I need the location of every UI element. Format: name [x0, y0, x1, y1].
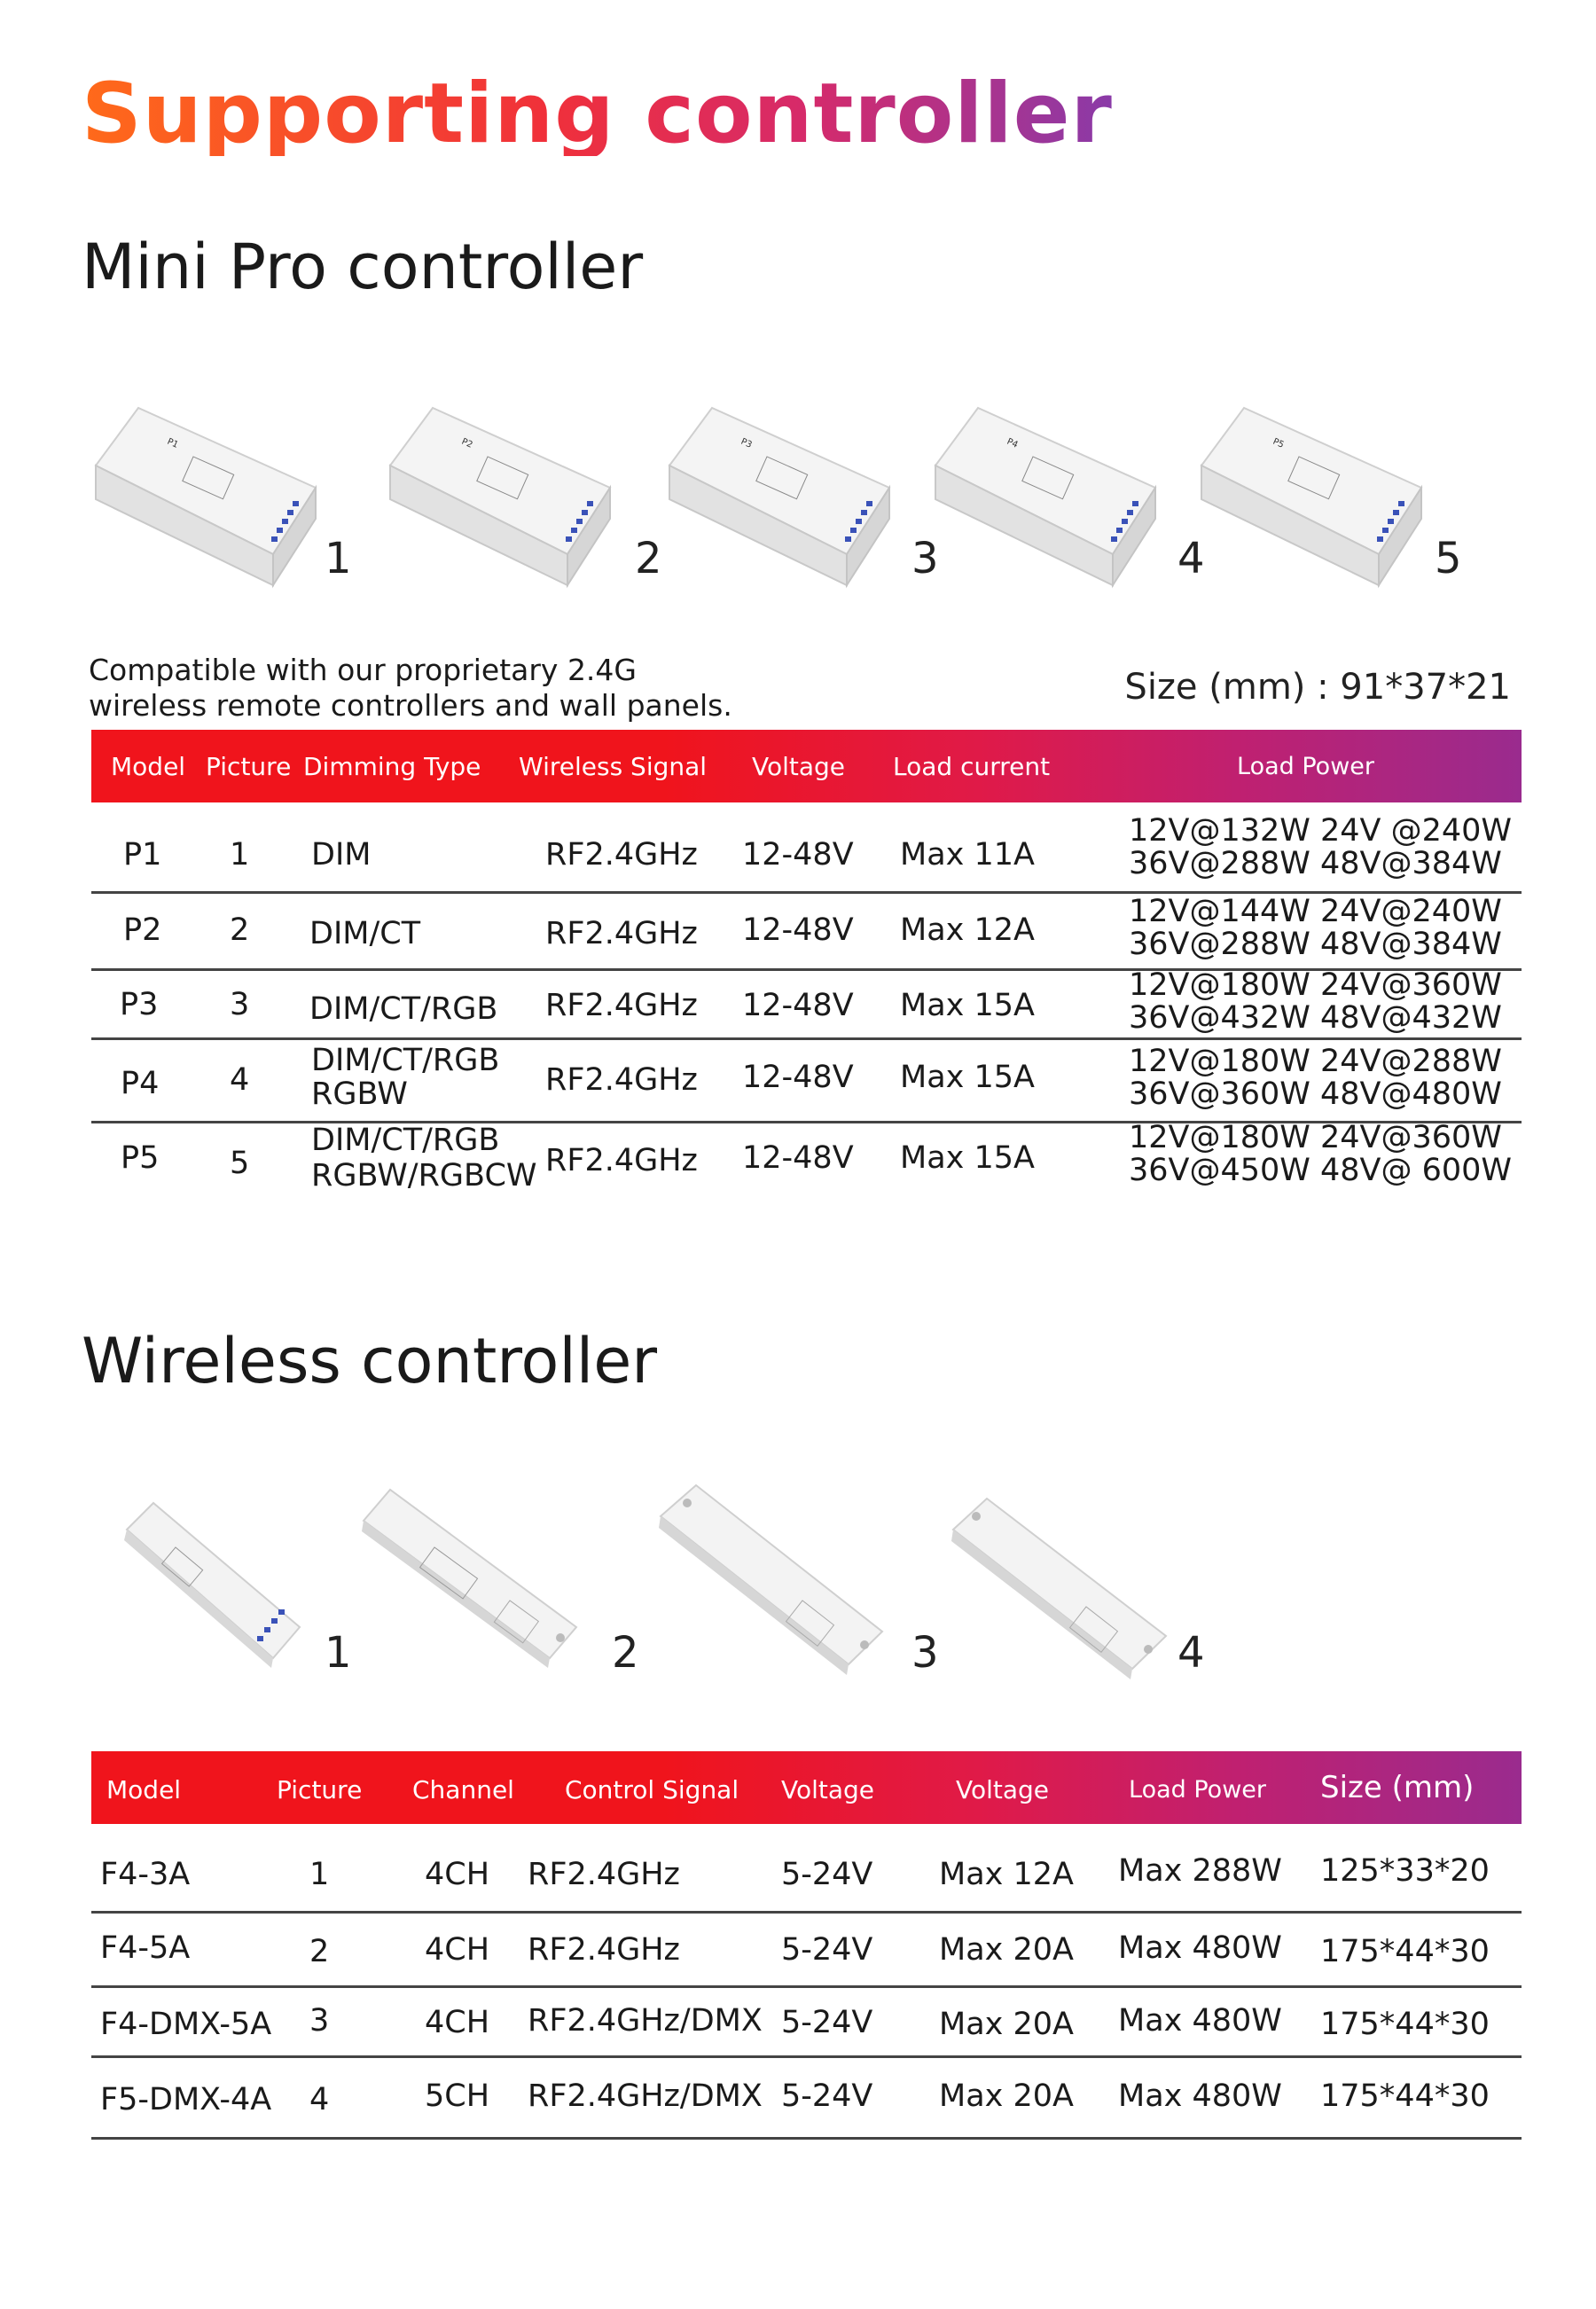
- wireless-controller-image-4: [944, 1490, 1175, 1685]
- device-label: P1: [165, 436, 180, 450]
- cell-picture: 5: [230, 1146, 250, 1181]
- cell-power-line2: 36V@450W 48V@ 600W: [1129, 1153, 1513, 1188]
- cell-power-line1: 12V@180W 24V@360W: [1129, 967, 1502, 1003]
- device-label: P5: [1271, 436, 1286, 450]
- cell-dimming: DIM/CT/RGB: [309, 991, 498, 1027]
- cell-current: Max 20A: [939, 1932, 1074, 1968]
- picture-number: 4: [1177, 1628, 1205, 1678]
- compatibility-note: [89, 653, 732, 724]
- picture-number: 2: [612, 1628, 639, 1678]
- cell-voltage: 5-24V: [781, 1932, 873, 1968]
- mini-controller-image-2: [381, 403, 621, 590]
- picture-number: 3: [911, 534, 939, 583]
- mini-controller-image-4: [927, 403, 1166, 590]
- cell-picture: 2: [309, 1934, 330, 1969]
- mini-table-header: [91, 730, 1522, 802]
- cell-size: 175*44*30: [1320, 1934, 1490, 1969]
- device-label: P2: [459, 436, 474, 450]
- cell-dimming-line1: DIM/CT/RGB: [311, 1043, 500, 1078]
- picture-number: 2: [635, 534, 662, 583]
- cell-size: 175*44*30: [1320, 2007, 1490, 2042]
- header-picture: Picture: [206, 752, 292, 781]
- cell-power-line1: 12V@144W 24V@240W: [1129, 894, 1502, 929]
- header-control-signal: Control Signal: [565, 1775, 739, 1804]
- cell-current: Max 12A: [900, 912, 1035, 948]
- cell-channel: 4CH: [425, 1857, 490, 1892]
- wireless-controller-image-2: [355, 1476, 585, 1671]
- cell-model: F5-DMX-4A: [100, 2082, 272, 2117]
- header-channel: Channel: [412, 1775, 514, 1804]
- cell-voltage: 5-24V: [781, 1857, 873, 1892]
- header-voltage: Voltage: [752, 752, 846, 781]
- cell-voltage: 12-48V: [742, 988, 854, 1023]
- wireless-controller-image-1: [113, 1494, 309, 1671]
- table-row: [91, 1988, 1522, 2058]
- wireless-controller-image-3: [652, 1476, 891, 1680]
- header-voltage: Voltage: [781, 1775, 875, 1804]
- header-model: Model: [111, 752, 186, 781]
- cell-picture: 4: [309, 2082, 330, 2117]
- cell-signal: RF2.4GHz/DMX: [528, 2003, 763, 2039]
- cell-channel: 4CH: [425, 1932, 490, 1968]
- device-label: P3: [739, 436, 754, 450]
- cell-signal: RF2.4GHz: [528, 1932, 680, 1968]
- cell-model: P1: [123, 837, 162, 873]
- cell-dimming-line2: RGBW: [311, 1076, 408, 1112]
- cell-dimming: DIM: [311, 837, 372, 873]
- cell-signal: RF2.4GHz: [528, 1857, 680, 1892]
- picture-number: 4: [1177, 534, 1205, 583]
- picture-number: 1: [325, 534, 352, 583]
- cell-power-line2: 36V@432W 48V@432W: [1129, 1000, 1502, 1036]
- header-size: Size (mm): [1320, 1770, 1475, 1805]
- cell-signal: RF2.4GHz: [545, 1143, 698, 1178]
- cell-voltage: 12-48V: [742, 1060, 854, 1095]
- cell-signal: RF2.4GHz/DMX: [528, 2078, 763, 2114]
- cell-size: 125*33*20: [1320, 1853, 1490, 1889]
- cell-model: F4-DMX-5A: [100, 2007, 272, 2042]
- mini-pro-title: Mini Pro controller: [82, 231, 644, 303]
- cell-model: P4: [121, 1066, 160, 1101]
- cell-dimming: DIM/CT: [309, 916, 421, 951]
- cell-channel: 5CH: [425, 2078, 490, 2114]
- cell-current: Max 15A: [900, 1140, 1035, 1176]
- mini-controller-image-3: [661, 403, 900, 590]
- header-load-power: Load Power: [1129, 1776, 1266, 1804]
- cell-signal: RF2.4GHz: [545, 916, 698, 951]
- header-wireless-signal: Wireless Signal: [519, 752, 708, 781]
- note-line: Compatible with our proprietary 2.4G: [89, 653, 637, 687]
- cell-power: Max 480W: [1118, 1930, 1282, 1966]
- cell-picture: 1: [309, 1857, 330, 1892]
- table-row: [91, 1040, 1522, 1123]
- cell-power: Max 288W: [1118, 1853, 1282, 1889]
- table-row: [91, 2058, 1522, 2140]
- wireless-title: Wireless controller: [82, 1325, 658, 1397]
- cell-current: Max 20A: [939, 2078, 1074, 2114]
- cell-model: P3: [120, 987, 159, 1022]
- cell-voltage: 5-24V: [781, 2005, 873, 2040]
- cell-power: Max 480W: [1118, 2078, 1282, 2114]
- cell-voltage: 12-48V: [742, 837, 854, 873]
- picture-number: 5: [1435, 534, 1462, 583]
- wireless-table-header: [91, 1751, 1522, 1824]
- device-label: P4: [1005, 436, 1020, 450]
- cell-power-line2: 36V@360W 48V@480W: [1129, 1076, 1502, 1112]
- cell-model: F4-3A: [100, 1857, 191, 1892]
- cell-power-line1: 12V@180W 24V@360W: [1129, 1120, 1502, 1155]
- picture-number: 3: [911, 1628, 939, 1678]
- note-line: wireless remote controllers and wall panels.: [89, 688, 732, 723]
- header-load-current: Load current: [893, 752, 1051, 781]
- header-picture: Picture: [277, 1775, 363, 1804]
- cell-model: P2: [123, 912, 162, 948]
- table-row: [91, 967, 1522, 1040]
- cell-voltage: 12-48V: [742, 912, 854, 948]
- cell-signal: RF2.4GHz: [545, 988, 698, 1023]
- header-voltage-2: Voltage: [956, 1775, 1050, 1804]
- main-title: Supporting controller: [82, 66, 1113, 162]
- size-note: Size (mm) : 91*37*21: [1124, 667, 1511, 708]
- cell-picture: 3: [309, 2003, 330, 2039]
- cell-current: Max 15A: [900, 1060, 1035, 1095]
- cell-voltage: 12-48V: [742, 1140, 854, 1176]
- cell-size: 175*44*30: [1320, 2078, 1490, 2114]
- cell-power-line1: 12V@180W 24V@288W: [1129, 1044, 1502, 1079]
- cell-power-line1: 12V@132W 24V @240W: [1129, 813, 1513, 849]
- cell-dimming-line2: RGBW/RGBCW: [311, 1158, 537, 1194]
- cell-voltage: 5-24V: [781, 2078, 873, 2114]
- mini-controller-image-5: [1193, 403, 1432, 590]
- cell-picture: 2: [230, 912, 250, 948]
- cell-picture: 3: [230, 987, 250, 1022]
- cell-power: Max 480W: [1118, 2003, 1282, 2039]
- cell-signal: RF2.4GHz: [545, 837, 698, 873]
- table-row: [91, 1824, 1522, 1914]
- picture-number: 1: [325, 1628, 352, 1678]
- header-model: Model: [106, 1775, 182, 1804]
- cell-current: Max 11A: [900, 837, 1035, 873]
- cell-picture: 1: [230, 837, 250, 873]
- table-row: [91, 1120, 1522, 1201]
- cell-channel: 4CH: [425, 2005, 490, 2040]
- table-row: [91, 802, 1522, 894]
- cell-current: Max 15A: [900, 988, 1035, 1023]
- cell-signal: RF2.4GHz: [545, 1062, 698, 1098]
- header-dimming-type: Dimming Type: [303, 752, 481, 781]
- mini-controller-image-1: [87, 403, 326, 590]
- cell-picture: 4: [230, 1062, 250, 1098]
- table-row: [91, 894, 1522, 971]
- cell-current: Max 12A: [939, 1857, 1074, 1892]
- cell-model: P5: [121, 1140, 160, 1176]
- cell-model: F4-5A: [100, 1930, 191, 1966]
- table-row: [91, 1914, 1522, 1988]
- cell-current: Max 20A: [939, 2007, 1074, 2042]
- cell-dimming-line1: DIM/CT/RGB: [311, 1123, 500, 1158]
- cell-power-line2: 36V@288W 48V@384W: [1129, 927, 1502, 962]
- header-load-power: Load Power: [1237, 753, 1374, 780]
- cell-power-line2: 36V@288W 48V@384W: [1129, 846, 1502, 881]
